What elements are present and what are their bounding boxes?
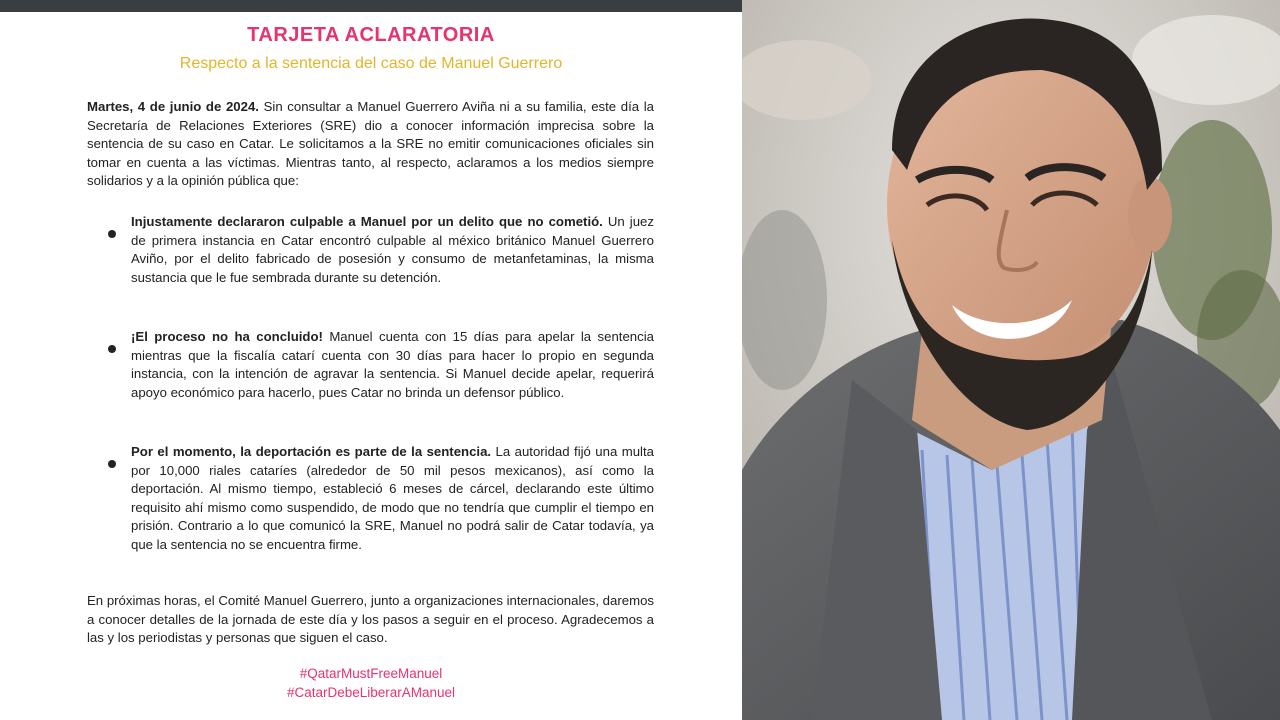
bullet-3-text: La autoridad fijó una multa por 10,000 riales cataríes (alrededor de 50 mil pesos mexicanos), así como la deportación. Al mismo tiempo, estableció 6 meses de cárcel, declarando este último requisito ahí mismo como suspendido, de modo que no tendría que cumplir el tiempo en prisión. Contrario a lo que comunicó la SRE, Manuel no podrá salir de Catar todavía, ya que la sentencia no se encuentra firme.: [131, 444, 654, 552]
bullet-dot-icon: [108, 345, 116, 353]
bullet-2-text: Manuel cuenta con 15 días para apelar la sentencia mientras que la fiscalía catarí cuenta con 30 días para hacer lo propio en segunda instancia, con la intención de agravar la sentencia. Si Manuel decide apelar, requerirá apoyo económico para hacerlo, pues Catar no brinda un defensor público.: [131, 329, 654, 400]
hashtag-1: #QatarMustFreeManuel: [299, 666, 443, 681]
bullet-item-3: [131, 443, 654, 555]
hashtag-2: #CatarDebeLiberarAManuel: [286, 685, 456, 700]
bullet-item-2: [131, 328, 654, 402]
intro-paragraph: [87, 98, 654, 191]
portrait-illustration: [742, 0, 1280, 720]
document-subtitle: Respecto a la sentencia del caso de Manuel Guerrero: [179, 55, 563, 72]
bullet-item-1: [131, 213, 654, 287]
document-title: TARJETA ACLARATORIA: [247, 24, 495, 46]
intro-text: Sin consultar a Manuel Guerrero Aviña ni a su familia, este día la Secretaría de Relaciones Exteriores (SRE) dio a conocer información imprecisa sobre la sentencia de su caso en Catar. Le solicitamos a la SRE no emitir comunicaciones oficiales sin tomar en cuenta a las víctimas. Mientras tanto, al respecto, aclaramos a los medios siempre solidarios y a la opinión pública que:: [87, 99, 654, 189]
portrait-photo: [742, 0, 1280, 720]
bullet-3-lead: Por el momento, la deportación es parte de la sentencia.: [131, 444, 492, 459]
bullet-1-lead: Injustamente declararon culpable a Manuel por un delito que no cometió.: [131, 214, 603, 229]
intro-date: Martes, 4 de junio de 2024.: [87, 99, 259, 114]
bullet-dot-icon: [108, 230, 116, 238]
bullet-2-lead: ¡El proceso no ha concluido!: [131, 329, 323, 344]
top-bar: [0, 0, 742, 12]
closing-paragraph: En próximas horas, el Comité Manuel Guerrero, junto a organizaciones internacionales, daremos a conocer detalles de la jornada de este día y los pasos a seguir en el proceso. Agradecemos a las y los periodistas y personas que siguen el caso.: [87, 593, 654, 646]
bullet-1-text: Un juez de primera instancia en Catar encontró culpable al méxico británico Manuel Guerrero Aviño, por el delito fabricado de posesión y consumo de metanfetaminas, la misma sustancia que le fue sembrada durante su detención.: [131, 214, 654, 285]
bullet-dot-icon: [108, 460, 116, 468]
